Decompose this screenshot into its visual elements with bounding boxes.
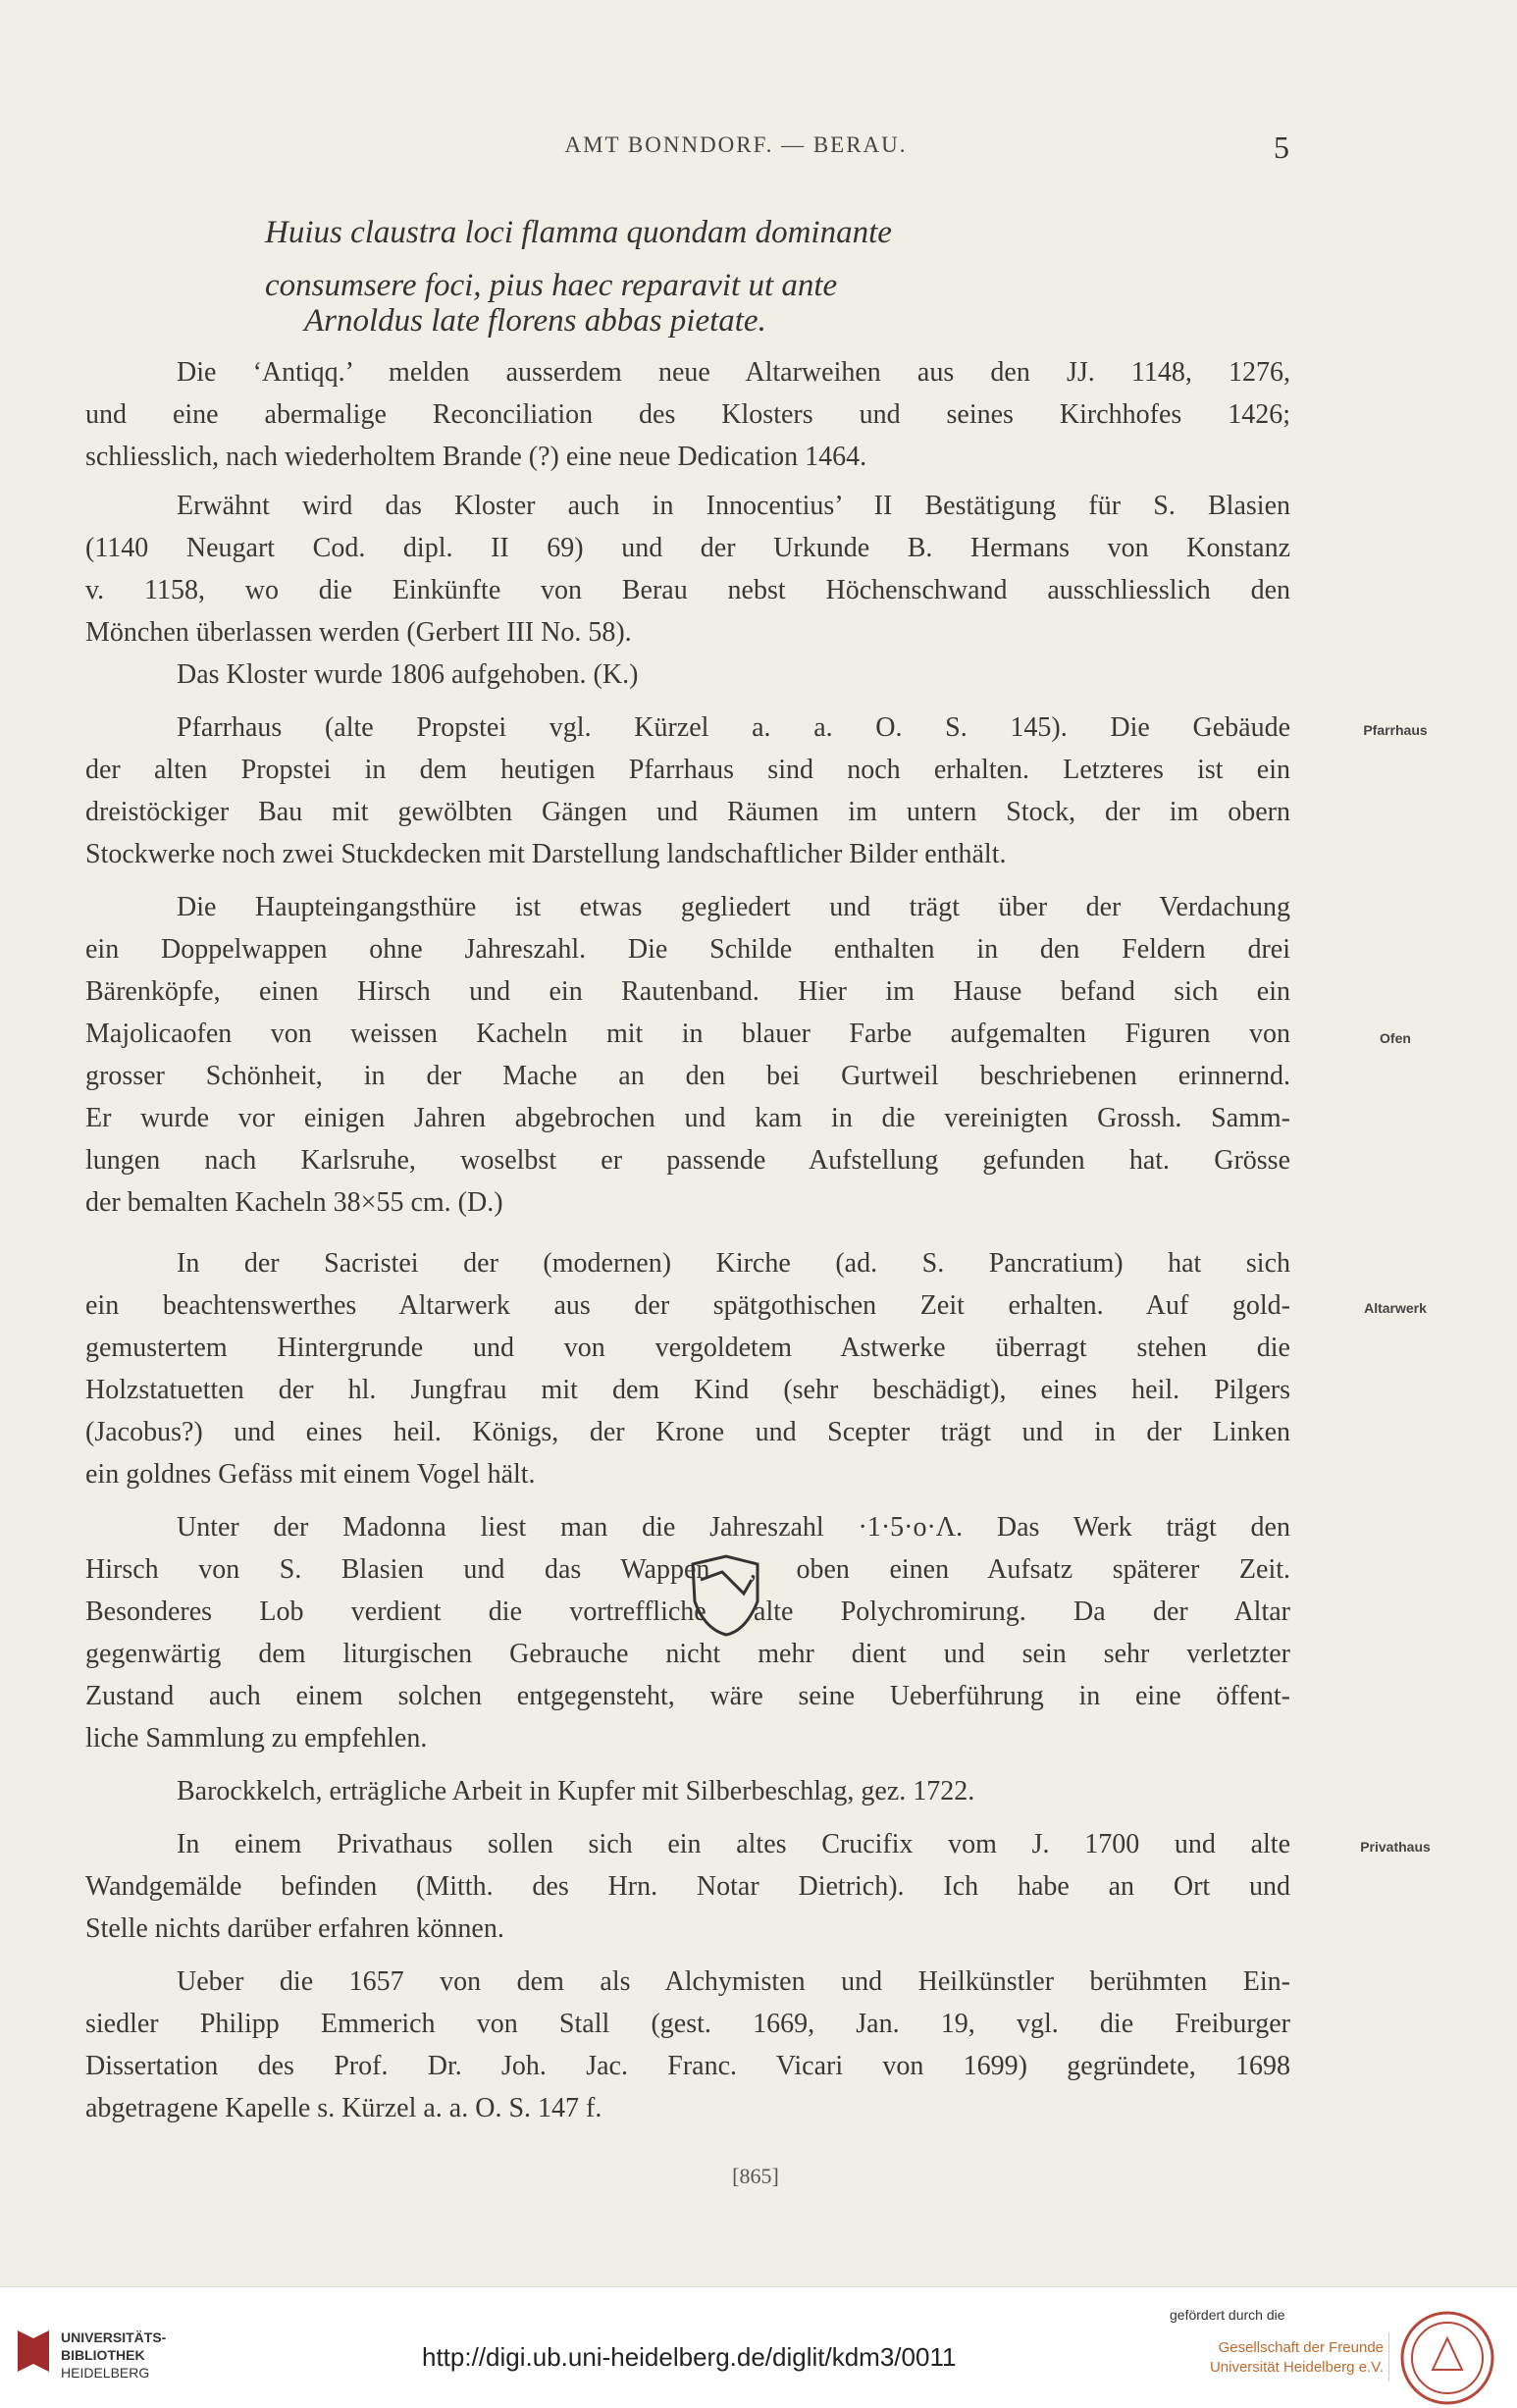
text-line: Die Haupteingangsthüre ist etwas gegliedert und trägt über der Verdachung (177, 892, 1290, 922)
text-line: (1140 Neugart Cod. dipl. II 69) und der Urkunde B. Hermans von Konstanz (85, 533, 1290, 563)
text-line: der alten Propstei in dem heutigen Pfarrhaus sind noch erhalten. Letzteres ist ein (85, 755, 1290, 785)
society-name: Gesellschaft der Freunde Universität Heidelberg e.V. (1209, 2339, 1384, 2376)
text-line: Mönchen überlassen werden (Gerbert III No. 58). (85, 617, 632, 648)
document-url-link[interactable]: http://digi.ub.uni-heidelberg.de/diglit/kdm3/0011 (422, 2342, 957, 2372)
supported-by-label: gefördert durch die (1170, 2307, 1285, 2323)
verse-line-2: consumsere foci, pius haec reparavit ut ante (265, 268, 838, 303)
verse-line-3: Arnoldus late florens abbas pietate. (304, 303, 766, 339)
text-line: Das Kloster wurde 1806 aufgehoben. (K.) (177, 659, 639, 690)
text-line: Unter der Madonna liest man die Jahreszahl ·1·5·o·Λ. Das Werk trägt den (177, 1512, 1290, 1543)
text-line: abgetragene Kapelle s. Kürzel a. a. O. S. 147 f. (85, 2093, 602, 2123)
viewer-footer (0, 2286, 1517, 2408)
text-line: Erwähnt wird das Kloster auch in Innocentius’ II Bestätigung für S. Blasien (177, 491, 1290, 521)
text-line: Pfarrhaus (alte Propstei vgl. Kürzel a. a. O. S. 145). Die Gebäude (177, 712, 1290, 743)
page-number: 5 (1274, 130, 1289, 165)
library-name: UNIVERSITÄTS- BIBLIOTHEK HEIDELBERG (61, 2329, 167, 2381)
text-line: schliesslich, nach wiederholtem Brande (?) eine neue Dedication 1464. (85, 442, 867, 472)
margin-note-pfarrhaus: Pfarrhaus (1363, 722, 1428, 738)
margin-note-privathaus: Privathaus (1360, 1839, 1431, 1855)
margin-note-altarwerk: Altarwerk (1364, 1300, 1427, 1316)
text-line: Wandgemälde befinden (Mitth. des Hrn. Notar Dietrich). Ich habe an Ort und (85, 1871, 1290, 1902)
text-line: Er wurde vor einigen Jahren abgebrochen und kam in die vereinigten Grossh. Samm- (85, 1103, 1290, 1133)
sheet-number: [865] (732, 2164, 779, 2188)
text-line: lungen nach Karlsruhe, woselbst er passende Aufstellung gefunden hat. Grösse (85, 1145, 1290, 1176)
text-line: Stelle nichts darüber erfahren können. (85, 1913, 504, 1944)
coat-of-arms-icon (687, 1550, 763, 1639)
text-line: ein goldnes Gefäss mit einem Vogel hält. (85, 1459, 536, 1490)
university-seal-icon (1398, 2309, 1496, 2407)
text-line: ein beachtenswerthes Altarwerk aus der spätgothischen Zeit erhalten. Auf gold- (85, 1290, 1290, 1321)
running-header: AMT BONNDORF. — BERAU. (564, 132, 908, 157)
library-logo-icon (14, 2327, 53, 2376)
footer-divider (1388, 2332, 1389, 2382)
text-line: (Jacobus?) und eines heil. Königs, der Krone und Scepter trägt und in der Linken (85, 1417, 1290, 1447)
text-line: Zustand auch einem solchen entgegensteht, wäre seine Ueberführung in eine öffent- (85, 1681, 1290, 1711)
text-line: Barockkelch, erträgliche Arbeit in Kupfer mit Silberbeschlag, gez. 1722. (177, 1776, 975, 1806)
margin-note-ofen: Ofen (1380, 1030, 1411, 1046)
text-line: In der Sacristei der (modernen) Kirche (ad. S. Pancratium) hat sich (177, 1248, 1290, 1279)
text-line: dreistöckiger Bau mit gewölbten Gängen und Räumen im untern Stock, der im obern (85, 797, 1290, 827)
text-line: Majolicaofen von weissen Kacheln mit in blauer Farbe aufgemalten Figuren von (85, 1019, 1290, 1049)
text-line: grosser Schönheit, in der Mache an den bei Gurtweil beschriebenen erinnernd. (85, 1061, 1290, 1091)
text-line: der bemalten Kacheln 38×55 cm. (D.) (85, 1187, 503, 1218)
text-line: In einem Privathaus sollen sich ein altes Crucifix vom J. 1700 und alte (177, 1829, 1290, 1859)
text-line: gegenwärtig dem liturgischen Gebrauche nicht mehr dient und sein sehr verletzter (85, 1639, 1290, 1669)
text-line: Dissertation des Prof. Dr. Joh. Jac. Franc. Vicari von 1699) gegründete, 1698 (85, 2051, 1290, 2081)
verse-line-1: Huius claustra loci flamma quondam dominante (265, 215, 892, 250)
text-line: ein Doppelwappen ohne Jahreszahl. Die Schilde enthalten in den Feldern drei (85, 934, 1290, 965)
text-line: Holzstatuetten der hl. Jungfrau mit dem Kind (sehr beschädigt), eines heil. Pilgers (85, 1375, 1290, 1405)
text-line: Ueber die 1657 von dem als Alchymisten und Heilkünstler berühmten Ein- (177, 1966, 1290, 1997)
text-line: Bärenköpfe, einen Hirsch und ein Rautenband. Hier im Hause befand sich ein (85, 976, 1290, 1007)
text-line: Besonderes Lob verdient die vortreffliche alte Polychromirung. Da der Altar (85, 1597, 1290, 1627)
text-line: Die ‘Antiqq.’ melden ausserdem neue Altarweihen aus den JJ. 1148, 1276, (177, 357, 1290, 388)
text-line: siedler Philipp Emmerich von Stall (gest. 1669, Jan. 19, vgl. die Freiburger (85, 2009, 1290, 2039)
text-line: Stockwerke noch zwei Stuckdecken mit Darstellung landschaftlicher Bilder enthält. (85, 839, 1007, 869)
text-line: und eine abermalige Reconciliation des Klosters und seines Kirchhofes 1426; (85, 399, 1290, 430)
text-line: gemustertem Hintergrunde und von vergoldetem Astwerke überragt stehen die (85, 1333, 1290, 1363)
text-line: Hirsch von S. Blasien und das Wappen , oben einen Aufsatz späterer Zeit. (85, 1554, 1290, 1585)
text-line: v. 1158, wo die Einkünfte von Berau nebst Höchenschwand ausschliesslich den (85, 575, 1290, 605)
text-line: liche Sammlung zu empfehlen. (85, 1723, 428, 1754)
